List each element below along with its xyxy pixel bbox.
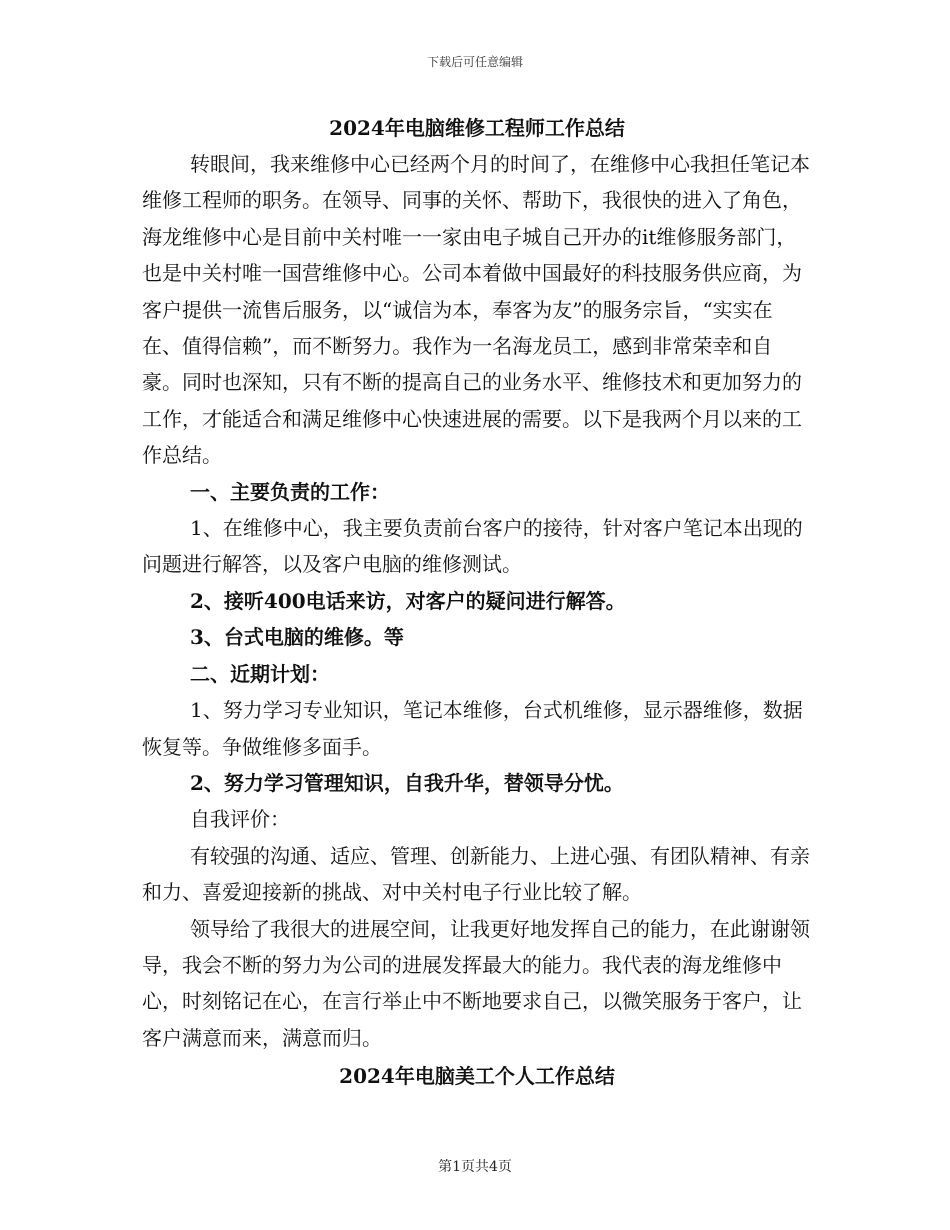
self-eval-heading: 自我评价： xyxy=(190,807,290,832)
page-header: 下载后可任意编辑 xyxy=(426,55,523,69)
section1-item1: 1、在维修中心，我主要负责前台客户的接待，针对客户笔记本出现的问题进行解答，以及客户电脑的维修测试。 xyxy=(142,516,803,577)
section2-item2: 2、努力学习管理知识，自我升华，替领导分忧。 xyxy=(190,770,624,795)
page-footer: 第1页共4页 xyxy=(438,1159,512,1175)
document-title: 2024年电脑维修工程师工作总结 xyxy=(329,116,625,140)
section1-item3: 3、台式电脑的维修。等 xyxy=(190,625,404,650)
self-eval-text: 有较强的沟通、适应、管理、创新能力、上进心强、有团队精神、有亲和力、喜爱迎接新的挑战、对中关村电子行业比较了解。 xyxy=(142,843,810,905)
closing-paragraph: 领导给了我很大的进展空间，让我更好地发挥自己的能力，在此谢谢领导，我会不断的努力为公司的进展发挥最大的能力。我代表的海龙维修中心，时刻铭记在心，在言行举止中不断地要求自己，以微笑服务于客户，让客户满意而来，满意而归。 xyxy=(142,916,810,1050)
intro-paragraph: 转眼间，我来维修中心已经两个月的时间了，在维修中心我担任笔记本维修工程师的职务。在领导、同事的关怀、帮助下，我很快的进入了角色，海龙维修中心是目前中关村唯一一家由电子城自己开办的it维修服务部门，也是中关村唯一国营维修中心。公司本着做中国最好的科技服务供应商，为客户提供一流售后服务，以“诚信为本，奉客为友”的服务宗旨，“实实在在、值得信赖”，而不断努力。我作为一名海龙员工，感到非常荣幸和自豪。同时也深知，只有不断的提高自己的业务水平、维修技术和更加努力的工作，才能适合和满足维修中心快速进展的需要。以下是我两个月以来的工作总结。 xyxy=(142,152,810,468)
section1-item2: 2、接听400电话来访，对客户的疑问进行解答。 xyxy=(190,588,626,613)
section1-heading: 一、主要负责的工作： xyxy=(190,479,390,504)
section2-item1: 1、努力学习专业知识，笔记本维修，台式机维修，显示器维修，数据恢复等。争做维修多面手。 xyxy=(142,698,803,759)
document-body xyxy=(142,110,812,1094)
section2-heading: 二、近期计划： xyxy=(190,661,330,686)
second-title: 2024年电脑美工个人工作总结 xyxy=(339,1064,615,1089)
